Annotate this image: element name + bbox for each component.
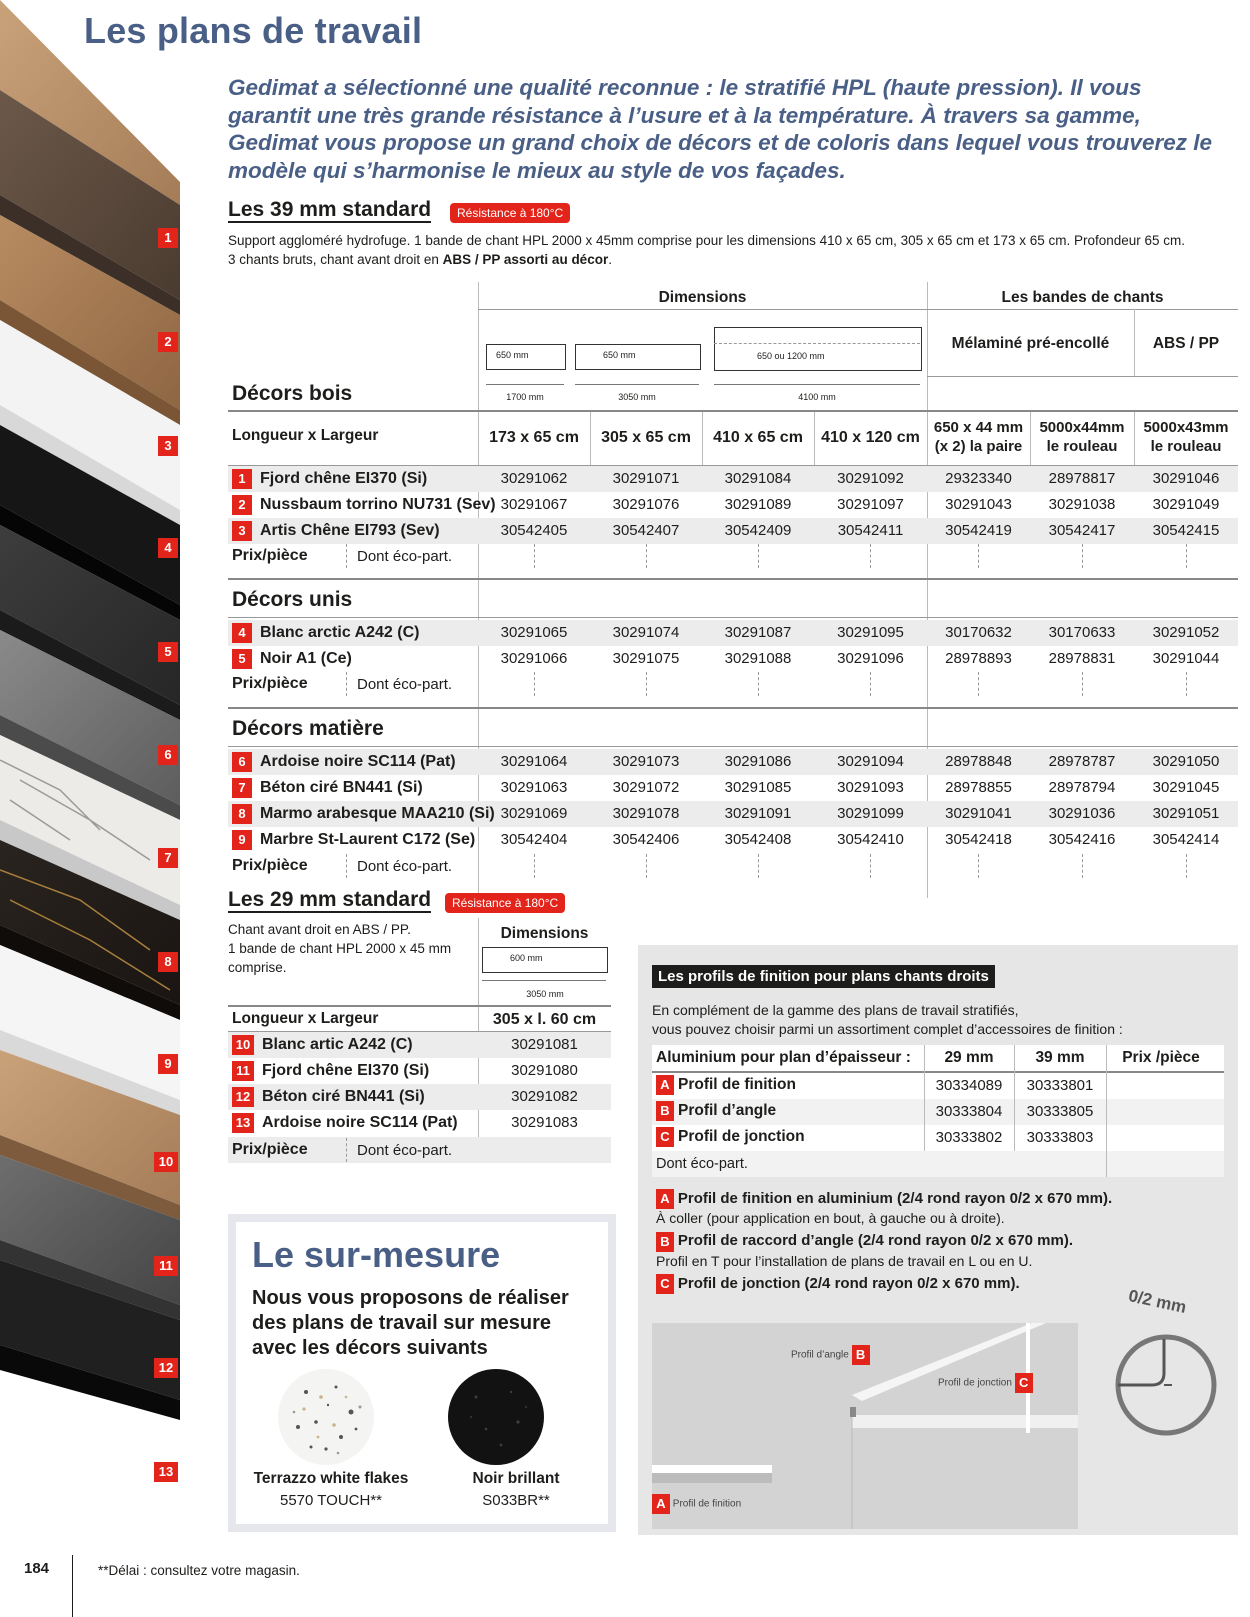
ref-cell: 30291088	[724, 650, 792, 667]
divider	[646, 854, 647, 878]
divider	[228, 746, 1238, 747]
swatch-number: 7	[158, 848, 178, 868]
profils-header-label: Aluminium pour plan d’épaisseur :	[656, 1049, 911, 1066]
diagram-label-text: Profil de jonction	[938, 1377, 1012, 1389]
longueur-label: Longueur x Largeur	[232, 1010, 379, 1027]
ref-cell: 30542419	[945, 522, 1012, 539]
group-title: Décors matière	[232, 717, 384, 740]
profil-name: Profil d’angle	[678, 1102, 777, 1120]
column-header: 305 x l. 60 cm	[492, 1011, 597, 1028]
decor-number: 5	[232, 649, 252, 669]
profils-header-prix: Prix /pièce	[1122, 1049, 1200, 1066]
ref-cell: 30291082	[511, 1088, 578, 1105]
ref-cell: 30291067	[500, 496, 568, 513]
ref-cell: 30291066	[500, 650, 568, 667]
note-letter: A	[656, 1189, 674, 1209]
divider	[1030, 412, 1031, 465]
profil-name: Profil de finition	[678, 1076, 796, 1094]
decor-label: Ardoise noire SC114 (Pat)	[262, 1114, 458, 1131]
ref-cell: 30542416	[1048, 831, 1116, 848]
column-header: 650 x 44 mm (x 2) la paire	[933, 419, 1024, 455]
ref-cell: 30542410	[837, 831, 904, 848]
divider	[346, 672, 347, 696]
ref-cell: 30291074	[612, 624, 680, 641]
ref-cell: 30291076	[612, 496, 680, 513]
section-title-text: Les 39 mm standard	[228, 198, 432, 221]
diagram-depth-label: 650 mm	[496, 350, 529, 360]
decor-name	[228, 518, 440, 544]
column-header: 173 x 65 cm	[489, 429, 579, 446]
decor-label: Nussbaum torrino NU731 (Sev)	[260, 496, 496, 513]
ref-cell: 30542409	[724, 522, 792, 539]
swatch-number: 9	[158, 1054, 178, 1074]
ref-cell: 30291094	[837, 753, 904, 770]
noir-brillant-swatch	[446, 1367, 546, 1467]
table-row	[228, 646, 1238, 672]
swatch-number: 12	[154, 1358, 178, 1378]
section-title-29mm	[228, 888, 431, 912]
divider	[758, 854, 759, 878]
divider	[478, 309, 1238, 310]
ref-cell: 30291086	[724, 753, 792, 770]
profils-intro	[652, 1001, 1123, 1039]
decor-label: Blanc artic A242 (C)	[262, 1036, 413, 1053]
decor-label: Fjord chêne EI370 (Si)	[262, 1062, 430, 1079]
profil-ref-29: 30334089	[935, 1077, 1003, 1094]
description-line: comprise.	[228, 960, 287, 975]
divider	[646, 672, 647, 696]
ref-cell: 30291064	[500, 753, 568, 770]
profil-ref-39: 30333803	[1026, 1129, 1094, 1146]
swatch-number: 4	[158, 538, 178, 558]
ref-cell: 30291081	[511, 1036, 578, 1053]
ref-cell: 28978817	[1048, 470, 1116, 487]
ref-cell: 29323340	[945, 470, 1012, 487]
footer-note: **Délai : consultez votre magasin.	[98, 1563, 300, 1578]
prix-label: Prix/pièce	[232, 675, 308, 692]
divider	[978, 672, 979, 696]
ref-cell: 30542418	[945, 831, 1012, 848]
ref-cell: 30291046	[1152, 470, 1220, 487]
decor-name	[228, 646, 352, 672]
decor-name	[228, 492, 496, 518]
ref-cell: 30291045	[1152, 779, 1220, 796]
header-dimensions-29: Dimensions	[500, 925, 589, 942]
ref-cell: 30542417	[1048, 522, 1116, 539]
divider	[927, 376, 1238, 377]
ref-cell: 30291050	[1152, 753, 1220, 770]
intro-paragraph: Gedimat a sélectionné une qualité reconnue : le stratifié HPL (haute pression). Il vous garantit une très grande résistance à l’usure et à la température. À travers sa gamme, Gedimat vous propose un grand choix de décors et de coloris dans lequel vous trouverez le modèle qui s’harmonise le mieux au style de vos façades.	[228, 75, 1212, 183]
table-row	[228, 620, 1238, 646]
table-row	[228, 1110, 611, 1136]
divider	[1186, 672, 1187, 696]
ref-cell: 30291073	[612, 753, 680, 770]
profils-header-39: 39 mm	[1035, 1049, 1085, 1066]
ref-cell: 30542411	[837, 522, 904, 539]
decor-label: Marbre St-Laurent C172 (Se)	[260, 831, 476, 848]
decor-number: 2	[232, 495, 252, 515]
ref-cell: 30291052	[1152, 624, 1220, 641]
ref-cell: 30291080	[511, 1062, 578, 1079]
table-row	[228, 466, 1238, 492]
ref-cell: 30291049	[1152, 496, 1220, 513]
ref-cell: 30542414	[1152, 831, 1220, 848]
sur-mesure-subtitle: Nous vous proposons de réaliser des plans de travail sur mesure avec les décors suivants	[252, 1287, 569, 1359]
swatch-number: 11	[154, 1256, 178, 1276]
swatch-number: 8	[158, 952, 178, 972]
decor-number: 10	[232, 1035, 254, 1055]
column-header: 5000x44mm le rouleau	[1039, 419, 1125, 455]
ref-cell: 30291092	[837, 470, 904, 487]
profils-intro-line: vous pouvez choisir parmi un assortiment complet d’accessoires de finition :	[652, 1021, 1123, 1037]
decor-number: 12	[232, 1087, 254, 1107]
decor-name	[228, 620, 419, 646]
divider	[978, 544, 979, 568]
divider	[1134, 412, 1135, 465]
ref-cell: 30291085	[724, 779, 792, 796]
divider	[346, 1138, 347, 1162]
profils-header-29: 29 mm	[944, 1049, 994, 1066]
decor-number: 11	[232, 1061, 254, 1081]
table-row	[228, 1084, 611, 1110]
swatch-number: 10	[154, 1152, 178, 1172]
divider	[1186, 854, 1187, 878]
divider	[534, 672, 535, 696]
sur-mesure-title: Le sur-mesure	[252, 1234, 501, 1275]
terrazzo-swatch	[276, 1367, 376, 1467]
diagram-length-label: 1700 mm	[506, 392, 544, 402]
header-melamine: Mélaminé pré-encollé	[951, 335, 1110, 352]
radius-circle-diagram	[1106, 1325, 1226, 1445]
column-header: 5000x43mm le rouleau	[1143, 419, 1229, 455]
description-line: Support aggloméré hydrofuge. 1 bande de chant HPL 2000 x 45mm comprise pour les dimensions 410 x 65 cm, 305 x 65 cm et 173 x 65 cm. Profondeur 65 cm.	[228, 233, 1186, 248]
profil-note	[656, 1231, 1226, 1251]
note-letter: C	[656, 1274, 674, 1294]
column-header: 410 x 65 cm	[713, 429, 803, 446]
swatch-number: 2	[158, 332, 178, 352]
profils-intro-line: En complément de la gamme des plans de travail stratifiés,	[652, 1002, 1019, 1018]
group-title: Décors unis	[232, 588, 353, 611]
ref-cell: 30291051	[1152, 805, 1220, 822]
divider	[814, 412, 815, 465]
table-row	[228, 775, 1238, 801]
radius-label: 0/2 mm	[1126, 1286, 1189, 1317]
divider	[228, 707, 1238, 709]
description-bold: ABS / PP assorti au décor	[442, 252, 609, 267]
divider	[1082, 544, 1083, 568]
swatch-number: 13	[154, 1462, 178, 1482]
divider	[228, 1005, 611, 1007]
section-title-text: Les 29 mm standard	[228, 888, 432, 911]
ref-cell: 30291062	[500, 470, 568, 487]
description-line	[228, 250, 1228, 269]
diagram-length-label: 3050 mm	[618, 392, 656, 402]
table-row	[228, 518, 1238, 544]
description-29mm	[228, 920, 463, 977]
ref-cell: 30291038	[1048, 496, 1116, 513]
ref-cell: 30291097	[837, 496, 904, 513]
decor-label: Béton ciré BN441 (Si)	[262, 1088, 425, 1105]
note-text: À coller (pour application en bout, à gauche ou à droite).	[656, 1210, 1005, 1227]
footer-divider	[72, 1555, 73, 1617]
group-title: Décors bois	[232, 382, 353, 405]
profil-ref-39: 30333805	[1026, 1103, 1094, 1120]
divider	[1082, 672, 1083, 696]
noir-brillant-name: Noir brillant	[472, 1470, 560, 1487]
diagram-depth-label: 650 mm	[603, 350, 636, 360]
noir-brillant-code: S033BR**	[482, 1492, 550, 1509]
ref-cell: 30291075	[612, 650, 680, 667]
header-abs-pp: ABS / PP	[1152, 335, 1220, 352]
decor-number: 4	[232, 623, 252, 643]
dimension-diagram-1700	[484, 344, 566, 404]
decor-number: 9	[232, 830, 252, 850]
description-text: 3 chants bruts, chant avant droit en	[228, 252, 443, 267]
ref-cell: 30170632	[945, 624, 1012, 641]
ref-cell: 28978794	[1048, 779, 1116, 796]
sur-mesure-box	[228, 1214, 616, 1532]
divider	[228, 578, 1238, 580]
decor-label: Ardoise noire SC114 (Pat)	[260, 753, 456, 770]
ref-cell: 30291041	[945, 805, 1012, 822]
description-line: Chant avant droit en ABS / PP.	[228, 922, 411, 937]
diagram-depth-label: 600 mm	[510, 953, 543, 963]
table-row	[228, 749, 1238, 775]
profil-note	[656, 1189, 1226, 1209]
note-title: Profil de jonction (2/4 rond rayon 0/2 x 670 mm).	[677, 1274, 1020, 1292]
diagram-length-label: 4100 mm	[798, 392, 836, 402]
swatch-number: 1	[158, 228, 178, 248]
ref-cell: 30291043	[945, 496, 1012, 513]
swatch-number: 5	[158, 642, 178, 662]
divider	[534, 544, 535, 568]
table-row	[228, 827, 1238, 853]
profil-letter: A	[656, 1075, 674, 1095]
ref-cell: 30542405	[500, 522, 568, 539]
decor-name	[228, 775, 423, 801]
ref-cell: 28978855	[945, 779, 1012, 796]
note-title: Profil de finition en aluminium (2/4 rond rayon 0/2 x 670 mm).	[677, 1190, 1113, 1207]
table-row	[228, 1058, 611, 1084]
decor-number: 3	[232, 521, 252, 541]
divider	[228, 617, 1238, 618]
decor-label: Marmo arabesque MAA210 (Si)	[260, 805, 495, 822]
divider	[978, 854, 979, 878]
resistance-badge: Résistance à 180°C	[445, 893, 565, 913]
ref-cell: 30542408	[724, 831, 792, 848]
column-header: 410 x 120 cm	[821, 429, 920, 446]
diagram-label-angle	[791, 1345, 870, 1365]
divider	[646, 544, 647, 568]
decor-name	[228, 1058, 429, 1084]
prix-label: Prix/pièce	[232, 857, 308, 874]
section-title-39mm	[228, 198, 431, 222]
decor-label: Artis Chêne EI793 (Sev)	[260, 522, 440, 539]
ref-cell: 28978893	[945, 650, 1012, 667]
decor-name	[228, 1084, 425, 1110]
description-text: .	[608, 252, 612, 267]
ref-cell: 30291091	[724, 805, 792, 822]
decor-name	[228, 466, 427, 492]
ref-cell: 30542404	[500, 831, 568, 848]
ref-cell: 30291044	[1152, 650, 1220, 667]
ref-cell: 30291087	[724, 624, 792, 641]
ref-cell: 30291099	[837, 805, 904, 822]
description-39mm	[228, 231, 1228, 269]
divider	[870, 672, 871, 696]
profil-row	[656, 1127, 1226, 1153]
diagram-length-label: 3050 mm	[526, 989, 564, 999]
diagram-letter-c: C	[1015, 1373, 1033, 1393]
ref-cell: 30542415	[1152, 522, 1220, 539]
decor-name	[228, 801, 495, 827]
profil-letter: B	[656, 1101, 674, 1121]
terrazzo-name: Terrazzo white flakes	[253, 1470, 409, 1487]
ref-cell: 30291078	[612, 805, 680, 822]
note-title: Profil de raccord d’angle (2/4 rond rayon 0/2 x 670 mm).	[677, 1232, 1074, 1250]
resistance-badge: Résistance à 180°C	[450, 203, 570, 223]
table-row	[228, 492, 1238, 518]
eco-part-label: Dont éco-part.	[357, 548, 453, 565]
ref-cell: 30291069	[500, 805, 568, 822]
decor-number: 7	[232, 778, 252, 798]
profil-row	[656, 1101, 1226, 1127]
divider	[346, 544, 347, 568]
diagram-depth-label: 650 ou 1200 mm	[757, 351, 825, 361]
decor-label: Béton ciré BN441 (Si)	[260, 779, 423, 796]
profil-row	[656, 1075, 1226, 1101]
header-bandes-de-chants: Les bandes de chants	[1001, 289, 1164, 306]
decor-number: 13	[232, 1113, 254, 1133]
diagram-label-text: Profil de finition	[672, 1498, 742, 1510]
profils-title: Les profils de finition pour plans chants droits	[652, 965, 995, 988]
longueur-label: Longueur x Largeur	[232, 427, 379, 444]
ref-cell: 30291036	[1048, 805, 1116, 822]
note-text: Profil en T pour l’installation de plans de travail en L ou en U.	[656, 1252, 1033, 1269]
decor-number: 1	[232, 469, 252, 489]
ref-cell: 30291083	[511, 1114, 578, 1131]
profil-ref-29: 30333802	[935, 1129, 1003, 1146]
divider	[758, 544, 759, 568]
profils-eco-part: Dont éco-part.	[656, 1156, 748, 1172]
ref-cell: 28978831	[1048, 650, 1116, 667]
ref-cell: 28978787	[1048, 753, 1116, 770]
divider	[870, 854, 871, 878]
swatch-number: 3	[158, 436, 178, 456]
ref-cell: 28978848	[945, 753, 1012, 770]
profils-finition-box	[638, 945, 1238, 1535]
diagram-letter-b: B	[852, 1345, 870, 1365]
ref-cell: 30291072	[612, 779, 680, 796]
diagram-label-text: Profil d’angle	[791, 1349, 849, 1361]
divider	[870, 544, 871, 568]
eco-part-label: Dont éco-part.	[357, 676, 453, 693]
decor-label: Fjord chêne EI370 (Si)	[260, 470, 428, 487]
ref-cell: 30291096	[837, 650, 904, 667]
ref-cell: 30542406	[612, 831, 680, 848]
terrazzo-code: 5570 TOUCH**	[280, 1492, 382, 1509]
page-number: 184	[24, 1560, 50, 1577]
diagram-letter-a: A	[652, 1494, 670, 1514]
swatch-number: 6	[158, 745, 178, 765]
profil-ref-39: 30333801	[1026, 1077, 1094, 1094]
profils-notes	[656, 1189, 1226, 1294]
dimension-diagram-3050	[573, 344, 701, 404]
divider	[758, 672, 759, 696]
divider	[346, 854, 347, 878]
decor-name	[228, 749, 456, 775]
divider	[1186, 544, 1187, 568]
ref-cell: 30291089	[724, 496, 792, 513]
profil-letter: C	[656, 1127, 674, 1147]
ref-cell: 30291063	[500, 779, 568, 796]
column-header: 305 x 65 cm	[601, 429, 691, 446]
divider	[702, 412, 703, 465]
decor-name	[228, 1110, 458, 1136]
divider	[228, 410, 1238, 412]
eco-part-label: Dont éco-part.	[357, 858, 453, 875]
dimension-diagram-4100	[712, 327, 922, 405]
note-letter: B	[656, 1232, 674, 1252]
dimension-diagram-3050-29	[480, 947, 610, 1005]
ref-cell: 30291071	[612, 470, 680, 487]
decor-name	[228, 827, 475, 853]
diagram-label-finition	[652, 1494, 741, 1514]
table-row	[228, 801, 1238, 827]
description-line: 1 bande de chant HPL 2000 x 45 mm	[228, 941, 452, 956]
divider	[534, 854, 535, 878]
ref-cell: 30291084	[724, 470, 792, 487]
ref-cell: 30291095	[837, 624, 904, 641]
ref-cell: 30291065	[500, 624, 568, 641]
table-row	[228, 1032, 611, 1058]
prix-label: Prix/pièce	[232, 1141, 308, 1158]
prix-label: Prix/pièce	[232, 547, 308, 564]
eco-part-label: Dont éco-part.	[357, 1142, 453, 1159]
decor-label: Blanc arctic A242 (C)	[260, 624, 420, 641]
page-title: Les plans de travail	[84, 10, 423, 51]
ref-cell: 30291093	[837, 779, 904, 796]
divider	[590, 412, 591, 465]
ref-cell: 30542407	[612, 522, 680, 539]
header-dimensions: Dimensions	[658, 289, 747, 306]
decor-label: Noir A1 (Ce)	[260, 650, 352, 667]
diagram-label-jonction	[938, 1373, 1033, 1393]
profil-ref-29: 30333804	[935, 1103, 1003, 1120]
decor-name	[228, 1032, 413, 1058]
decor-number: 8	[232, 804, 252, 824]
decor-number: 6	[232, 752, 252, 772]
divider	[1082, 854, 1083, 878]
profil-name: Profil de jonction	[678, 1128, 805, 1146]
ref-cell: 30170633	[1048, 624, 1116, 641]
